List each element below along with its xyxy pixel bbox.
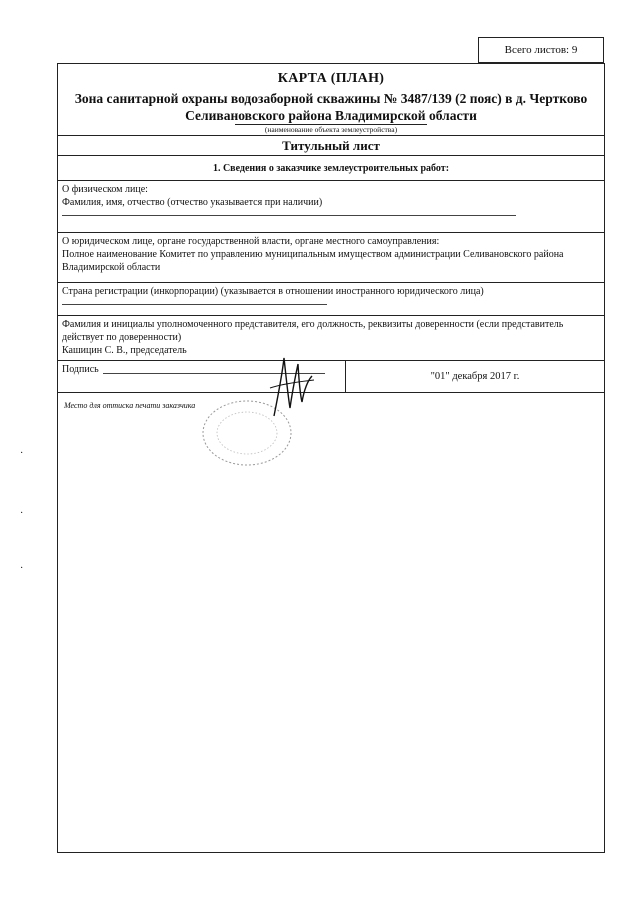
physical-name-line: [62, 209, 516, 216]
sheet-count-box: [478, 37, 604, 63]
representative-section: [58, 316, 604, 361]
legal-heading: О юридическом лице, органе государственной власти, органе местного самоуправления:: [62, 236, 440, 247]
document-frame: [57, 63, 605, 853]
sheet-count-value: 9: [571, 44, 578, 56]
stamp-note: Место для оттиска печати заказчика: [64, 401, 196, 410]
representative-value: Кашицин С. В., председатель: [62, 345, 187, 356]
legal-name: Полное наименование Комитет по управлению муниципальным имуществом администрации Селивановского района Владимирской области: [62, 249, 564, 273]
scan-mark: ·: [20, 448, 24, 459]
signature-date: "01" декабря 2017 г.: [430, 371, 520, 382]
signature-label: Подпись: [62, 364, 99, 375]
object-name: Зона санитарной охраны водозаборной скважины № 3487/139 (2 пояс) в д. Чертково Селивановского района Владимирской области: [74, 91, 588, 123]
country-line: [62, 298, 327, 305]
title-sheet-heading: Титульный лист: [58, 136, 604, 156]
title-block: [58, 64, 604, 136]
document-title: КАРТА (ПЛАН): [277, 71, 385, 86]
sheet-count-label: Всего листов:: [504, 44, 570, 56]
representative-label: Фамилия и инициалы уполномоченного представителя, его должность, реквизиты доверенности (если представитель действует по доверенности): [62, 319, 564, 343]
physical-name-label: Фамилия, имя, отчество (отчество указывается при наличии): [62, 197, 323, 208]
signature-row: [58, 361, 604, 393]
legal-entity-section: [58, 233, 604, 283]
country-section: [58, 283, 604, 316]
physical-person-section: [58, 181, 604, 233]
scan-mark: ·: [20, 563, 24, 574]
section-heading: 1. Сведения о заказчике землеустроительных работ:: [58, 156, 604, 181]
physical-heading: О физическом лице:: [62, 184, 148, 195]
scan-mark: ·: [20, 508, 24, 519]
country-label: Страна регистрации (инкорпорации) (указывается в отношении иностранного юридического лица): [62, 286, 484, 297]
object-caption: (наименование объекта землеустройства): [235, 124, 427, 134]
handwritten-signature: [268, 346, 318, 426]
